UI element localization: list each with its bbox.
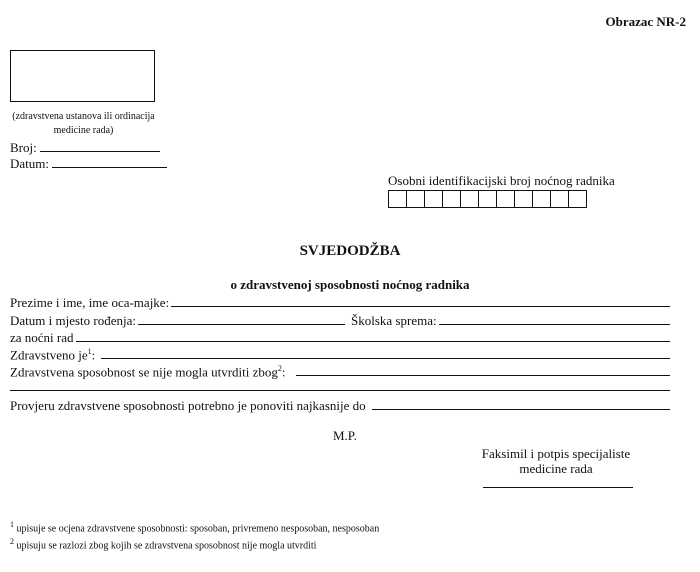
datum-field[interactable] [52,157,167,168]
broj-field[interactable] [40,141,160,152]
footnote-2 [10,537,316,551]
birth-school-row [10,313,670,329]
id-digit-cell[interactable] [497,191,515,207]
stamp-place-label: M.P. [333,428,357,443]
school-field[interactable] [439,314,670,325]
footnote-2-text: upisuju se razlozi zbog kojih se zdravstvena sposobnost nije mogla utvrditi [16,540,317,552]
footnote-1 [10,520,379,534]
school-label: Školska sprema: [351,313,437,328]
night-work-row [10,330,670,346]
id-digit-cell[interactable] [461,191,479,207]
name-label: Prezime i ime, ime oca-majke: [10,295,170,310]
id-digit-cell[interactable] [389,191,407,207]
unable-label: Zdravstvena sposobnost se nije mogla utvrditi zbog$^2$: [10,364,286,380]
name-row [10,295,670,311]
document-subtitle: o zdravstvenoj sposobnosti noćnog radnika [230,277,470,292]
institution-caption: (zdravstvena ustanova ili ordinacija medicine rada) [12,111,155,136]
id-digit-cell[interactable] [569,191,586,207]
datum-row [10,156,167,172]
footnote-1-text: upisuje se ocjena zdravstvene sposobnosti: sposoban, privremeno nesposoban, nesposoban [16,523,380,535]
id-digit-cell[interactable] [533,191,551,207]
form-code: Obrazac NR-2 [605,14,686,29]
datum-label: Datum: [10,156,49,171]
health-field[interactable] [101,348,670,359]
unable-field[interactable] [296,365,670,376]
footnote-1-number: 1 [10,520,14,529]
health-label: Zdravstveno $je^1$: [10,347,96,363]
signature-caption: Faksimil i potpis specijaliste medicine rada [481,446,631,476]
id-digit-cell[interactable] [425,191,443,207]
institution-stamp-box[interactable] [10,50,155,102]
repeat-label: Provjeru zdravstvene sposobnosti potrebno je ponoviti najkasnije do [10,398,366,413]
id-digit-cell[interactable] [551,191,569,207]
repeat-field[interactable] [372,399,670,410]
id-digit-cell[interactable] [443,191,461,207]
document-title: SVJEDODŽBA [299,243,401,259]
footnote-ref-1: 1 [87,347,92,356]
footnote-2-number: 2 [10,537,14,546]
birth-field[interactable] [138,314,345,325]
id-number-grid[interactable] [388,190,587,208]
unable-row [10,364,670,380]
id-digit-cell[interactable] [407,191,425,207]
id-digit-cell[interactable] [515,191,533,207]
signature-line[interactable] [483,487,633,488]
night-work-field[interactable] [76,331,670,342]
repeat-row [10,398,670,414]
id-digit-cell[interactable] [479,191,497,207]
broj-label: Broj: [10,140,37,155]
health-row [10,347,670,363]
footnote-ref-2: 2 [277,364,282,373]
broj-row [10,140,160,156]
night-work-label: za noćni rad [10,330,74,345]
birth-label: Datum i mjesto rođenja: [10,313,137,328]
id-number-label: Osobni identifikacijski broj noćnog radnika [388,173,615,188]
name-field[interactable] [171,296,670,307]
unable-field-continuation[interactable] [10,390,670,391]
